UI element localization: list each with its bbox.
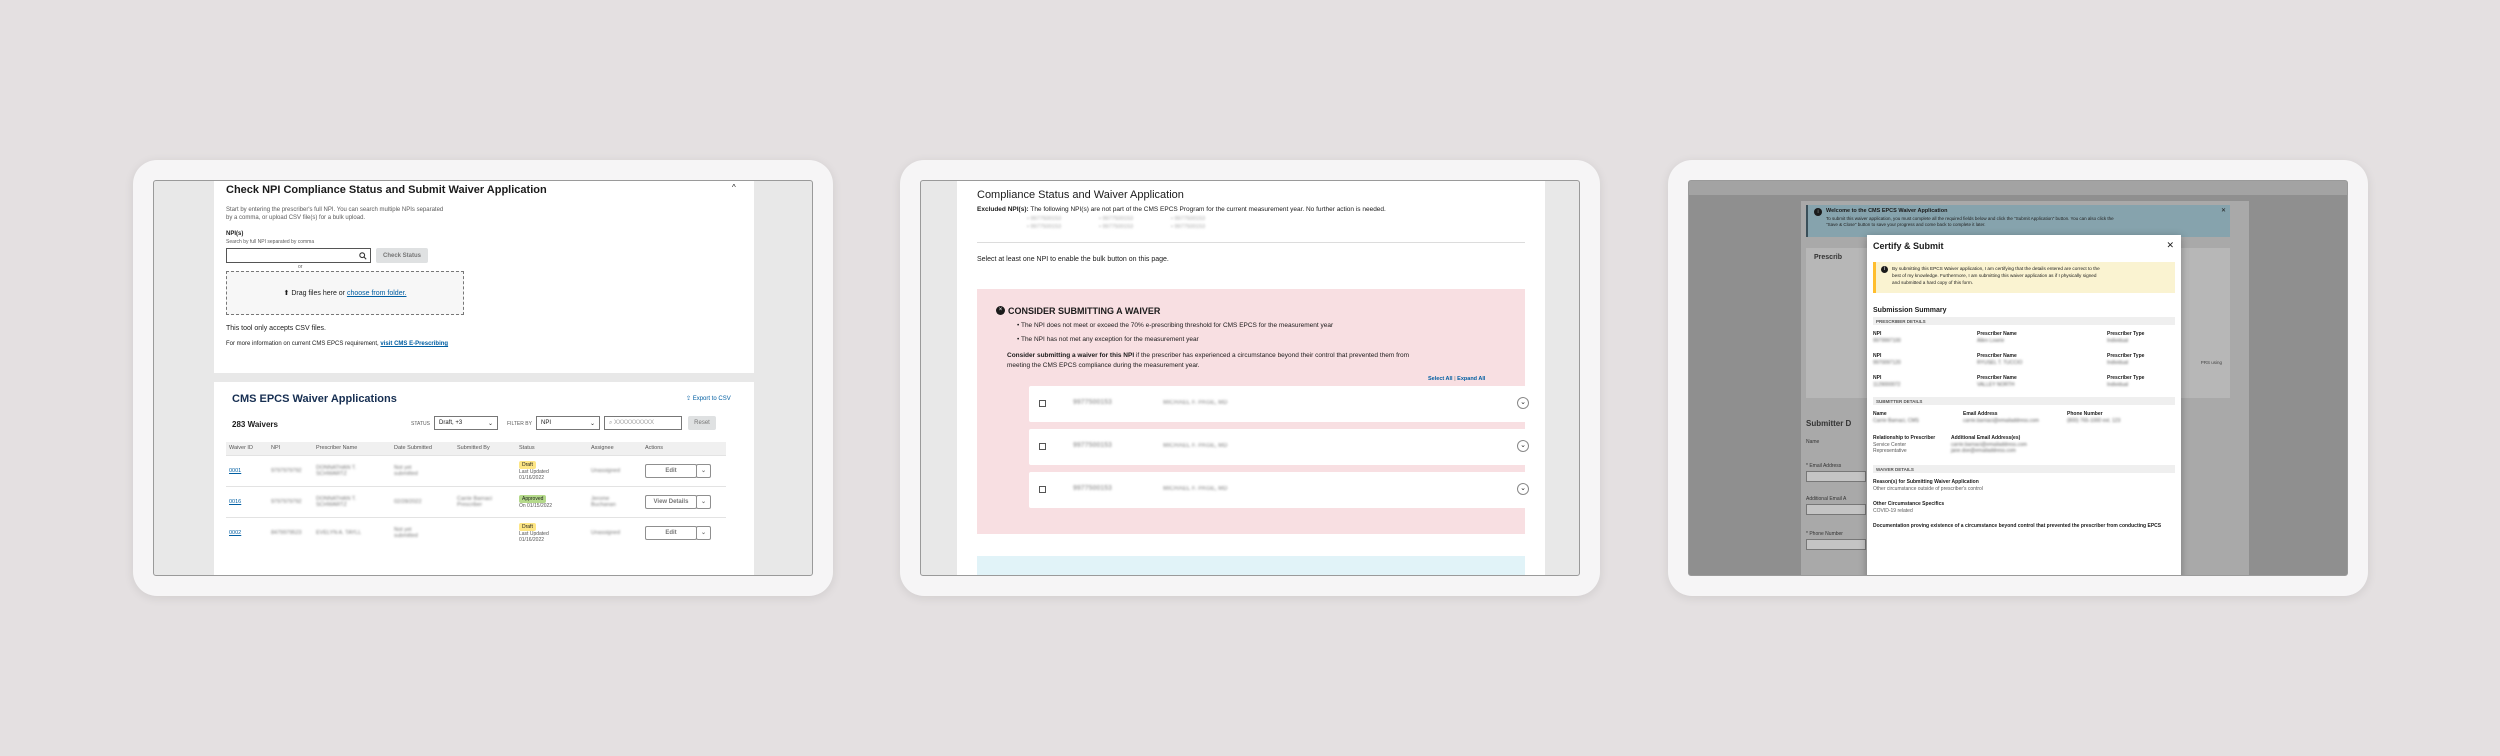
dimmed-prescriber-card: Prescrib PRS using [1806,248,2230,398]
info-alert [977,556,1525,576]
welcome-banner [1806,205,2230,237]
phone-value: (800) 765-1000 ext. 123 [2067,418,2121,424]
col-npi: NPI [268,442,313,455]
npi-row[interactable] [1029,386,1539,422]
export-csv-link[interactable]: ⇪ Export to CSV [686,396,731,402]
date-cell: Not yet submitted [391,517,454,548]
status-cell: Draft Last Updated 01/16/2022 [516,455,588,486]
select-all-link[interactable]: Select All [1428,376,1453,382]
chevron-down-icon[interactable]: ⌄ [1517,483,1529,495]
certify-text: By submitting this EPCS Waiver application, I am certifying that the details entered are correct to the [1892,266,2100,271]
drop-text: Drag files here or [291,290,347,297]
section-title: Check NPI Compliance Status and Submit Waiver Application [226,184,547,196]
npi-search-input[interactable] [226,248,371,263]
submitted-by-cell: Carrie Barnaci Prescriber [454,486,516,517]
compliance-title: Compliance Status and Waiver Application [977,189,1184,201]
welcome-body: To submit this waiver application, you must complete all the required fields below and click the "Submit Application" button. You can also click the [1826,216,2114,221]
certify-text-3: and submitted a hard copy of this form. [1892,280,1974,285]
npi-value: 9977500153 [1073,442,1112,449]
other-label: Other Circumstance Specifics [1873,501,1945,507]
check-status-button[interactable]: Check Status [376,248,428,263]
screen-certify-submit [1688,180,2348,576]
bulk-links: Select All | Expand All [1428,376,1486,382]
edit-button[interactable]: Edit [645,464,697,478]
info-icon: i [1814,208,1822,216]
welcome-body-2: "Save & Close" button to save your progress and come back to complete it later. [1826,222,1986,227]
welcome-title: Welcome to the CMS EPCS Waiver Application [1826,208,1948,214]
csv-note: This tool only accepts CSV files. [226,325,326,332]
col-actions: Actions [642,442,726,455]
npi-value: 9977500153 [1073,399,1112,406]
prescriber-name: MICHAEL F. PAGE, MD [1163,400,1228,406]
status-badge: Approved [519,495,546,503]
add-email-value: carrie.barnaci@emailaddress.com [1951,442,2027,448]
assignee-cell: Jerome Buchanan [588,486,642,517]
col-assignee: Assignee [588,442,642,455]
table-row [226,455,726,486]
npi-cell: 9797979792 [268,455,313,486]
filter-label: FILTER BY [507,421,532,427]
waiver-id-link[interactable]: 0016 [229,498,242,505]
filter-select[interactable]: NPI ⌄ [536,416,600,430]
relationship-label: Relationship to Prescriber [1873,435,1936,441]
search-icon [359,252,367,260]
excluded-npi-list-2: • 9977500153 • 9977500153 [1099,216,1134,230]
status-label: STATUS [411,421,430,427]
status-cell: Approved On 01/15/2022 [516,486,588,517]
info-line [226,341,448,347]
name-label: Name [1873,411,1887,417]
chevron-down-icon[interactable]: ⌄ [696,526,711,540]
assignee-cell: Unassigned [588,517,642,548]
cms-eprescribing-link[interactable]: visit CMS E-Prescribing [380,341,449,347]
waiver-id-link[interactable]: 0001 [229,467,242,474]
row-checkbox[interactable] [1039,486,1046,493]
prescriber-name: MICHAEL F. PAGE, MD [1163,486,1228,492]
excluded-npi-list-3: • 9977500153 • 9977500153 [1171,216,1206,230]
upload-icon: ⬆ [283,290,292,297]
or-divider: or [298,264,303,270]
table-row [226,517,726,548]
mockup-card-compliance-status [900,160,1600,596]
summary-title: Submission Summary [1873,307,1947,314]
prescriber-cell: DONNATHAN T. SCHWARTZ [313,486,391,517]
waiver-applications-section [214,382,754,576]
status-cell: Draft Last Updated 01/16/2022 [516,517,588,548]
add-email-value-2: jane.doe@emailaddress.com [1951,448,2016,454]
view-details-button[interactable]: View Details [645,495,697,509]
status-badge: Draft [519,523,536,531]
row-checkbox[interactable] [1039,400,1046,407]
npi-value: 9977500153 [1073,485,1112,492]
close-icon[interactable]: ✕ [2220,208,2226,214]
waivers-title: CMS EPCS Waiver Applications [232,393,397,405]
expand-all-link[interactable]: Expand All [1457,376,1486,382]
col-waiver-id: Waiver ID [226,442,268,455]
npi-row[interactable] [1029,472,1539,508]
waivers-table [226,442,726,548]
submitter-details-header: SUBMITTER DETAILS [1873,397,2175,405]
waivers-count: 283 Waivers [232,420,278,429]
submitted-by-cell [454,517,516,548]
npi-hint: Search by full NPI separated by comma [226,239,315,245]
email-label: Email Address [1963,411,1998,417]
submitted-by-cell [454,455,516,486]
table-header-row [226,442,726,455]
alert-bullet: • The NPI does not meet or exceed the 70% e-prescribing threshold for CMS EPCS for the measurement year [1017,322,1334,329]
reason-value: Other circumstance outside of prescriber's control [1873,486,1983,492]
table-row [226,486,726,517]
col-date-submitted: Date Submitted [391,442,454,455]
prescriber-name: MICHAEL F. PAGE, MD [1163,443,1228,449]
divider [977,242,1525,243]
waiver-details-header: WAIVER DETAILS [1873,465,2175,473]
other-value: COVID-19 related [1873,508,1913,514]
dimmed-page: i Welcome to the CMS EPCS Waiver Application To submit this waiver application, you must complete all the required fields below and click the "Submit Application" button. You can also click the "Save & Close" button to save your progress and come back to complete it later. ✕ Prescrib PRS using Submitter D Name * Email Address Additional Email A * Phone Number [1801,201,2249,576]
relationship-value-2: Representative [1873,448,1907,454]
prescriber-details-header: PRESCRIBER DETAILS [1873,317,2175,325]
compliance-section [957,181,1545,576]
npi-row[interactable] [1029,429,1539,465]
select-note: Select at least one NPI to enable the bulk button on this page. [977,256,1169,263]
chevron-up-icon[interactable]: ^ [732,183,736,192]
certify-text-2: best of my knowledge. Furthermore, I am submitting this waiver application as if I physically signed [1892,273,2097,278]
certify-submit-modal: Certify & Submit ✕ i By submitting this EPCS Waiver application, I am certifying that the details entered are correct to the best of my knowledge. Furthermore, I am submitting this waiver application as if I physically signed and submitted a hard copy of this form. Submission Summary PRESCRIBER DETAILS NPI 9979997100 Prescriber Name Allen Lowrie Prescriber Type Individual NPI 9970097120 Prescriber Name RYUSEL T. TUCCIO Prescriber Type Individual NPI 1129000072 Prescriber Name VALLEY NORTH Prescriber Type Individual SUBMITTER DETAILS Name Carrie Barnaci, CMS Email Address carrie.barnaci@emailaddress.com Phone Number (800) 765-1000 ext. 123 Relationship to Prescriber Service Center Representative Additional Email Address(es) carrie.barnaci@emailaddress.com jane.doe@emailaddress.com WAIVER DETAILS Reason(s) for Submitting Waiver Application Other circumstance outside of prescriber's control Other Circumstance Specifics COVID-19 related Documentation proving existence of a circumstance beyond control that prevented the prescriber from conducting EPCS [1867,235,2181,576]
intro-text: Start by entering the prescriber's full NPI. You can search multiple NPIs separated [226,207,444,213]
relationship-value: Service Center [1873,442,1907,448]
actions-cell [642,455,726,486]
mockup-card-npi-check [133,160,833,596]
reason-label: Reason(s) for Submitting Waiver Application [1873,479,1979,485]
status-select[interactable]: Draft, +3 ⌄ [434,416,498,430]
email-value: carrie.barnaci@emailaddress.com [1963,418,2039,424]
screen-npi-check [153,180,813,576]
chevron-down-icon[interactable]: ⌄ [1517,440,1529,452]
actions-cell [642,486,726,517]
documentation-label: Documentation proving existence of a circumstance beyond control that prevented the prescriber from conducting EPCS [1873,523,2162,529]
certify-alert [1873,262,2175,293]
date-cell: Not yet submitted [391,455,454,486]
filter-search-input[interactable]: ⌕ XXXXXXXXXX [604,416,682,430]
edit-button[interactable]: Edit [645,526,697,540]
info-icon: i [1881,266,1888,273]
waiver-id-link[interactable]: 0002 [229,529,242,536]
npi-check-section [214,181,754,373]
npi-label: NPI(s) [226,231,244,237]
mockup-card-certify-submit [1668,160,2368,596]
name-value: Carrie Barnaci, CMS [1873,418,1919,424]
prescriber-cell: EVELYN A. TAYLL [313,517,391,548]
close-icon[interactable]: ✕ [2166,240,2174,250]
export-icon: ⇪ [686,396,693,402]
info-text: For more information on current CMS EPCS requirement, [226,341,381,347]
chevron-down-icon[interactable]: ⌄ [696,495,711,509]
add-email-label: Additional Email Address(es) [1951,435,2021,441]
col-prescriber-name: Prescriber Name [313,442,391,455]
col-status: Status [516,442,588,455]
chevron-down-icon[interactable]: ⌄ [696,464,711,478]
excluded-line: Excluded NPI(s): The following NPI(s) are not part of the CMS EPCS Program for the current measurement year. No further action is needed. [977,206,1386,213]
alert-bullet: • The NPI has not met any exception for the measurement year [1017,336,1199,343]
search-icon: ⌕ [609,420,615,426]
consider-text-2: meeting the CMS EPCS compliance during the measurement year. [1007,362,1200,369]
npi-cell: 9797979792 [268,486,313,517]
actions-cell [642,517,726,548]
npi-cell: 8479979523 [268,517,313,548]
col-submitted-by: Submitted By [454,442,516,455]
excluded-npi-list-1: • 9977500153 • 9977500153 [1027,216,1062,230]
dimmed-header [1689,181,2348,195]
modal-title: Certify & Submit [1873,241,1944,251]
reset-button[interactable]: Reset [688,416,716,430]
prescriber-cell: DONNATHAN T. SCHWARTZ [313,455,391,486]
close-circle-icon: × [996,306,1005,315]
chevron-down-icon: ⌄ [589,421,595,427]
status-badge: Draft [519,461,536,469]
phone-label: Phone Number [2067,411,2103,417]
screen-compliance-status [920,180,1580,576]
chevron-down-icon[interactable]: ⌄ [1517,397,1529,409]
dimmed-submitter-title: Submitter D [1806,419,1852,428]
alert-title: CONSIDER SUBMITTING A WAIVER [1008,306,1161,316]
consider-text: Consider submitting a waiver for this NPI if the prescriber has experienced a circumstance beyond their control that prevented them from [1007,352,1410,359]
choose-folder-link[interactable]: choose from folder. [346,290,407,297]
file-drop-zone[interactable] [226,271,464,315]
date-cell: 02/28/2022 [391,486,454,517]
chevron-down-icon: ⌄ [487,421,493,427]
row-checkbox[interactable] [1039,443,1046,450]
intro-text-2: by a comma, or upload CSV file(s) for a bulk upload. [226,215,366,221]
assignee-cell: Unassigned [588,455,642,486]
